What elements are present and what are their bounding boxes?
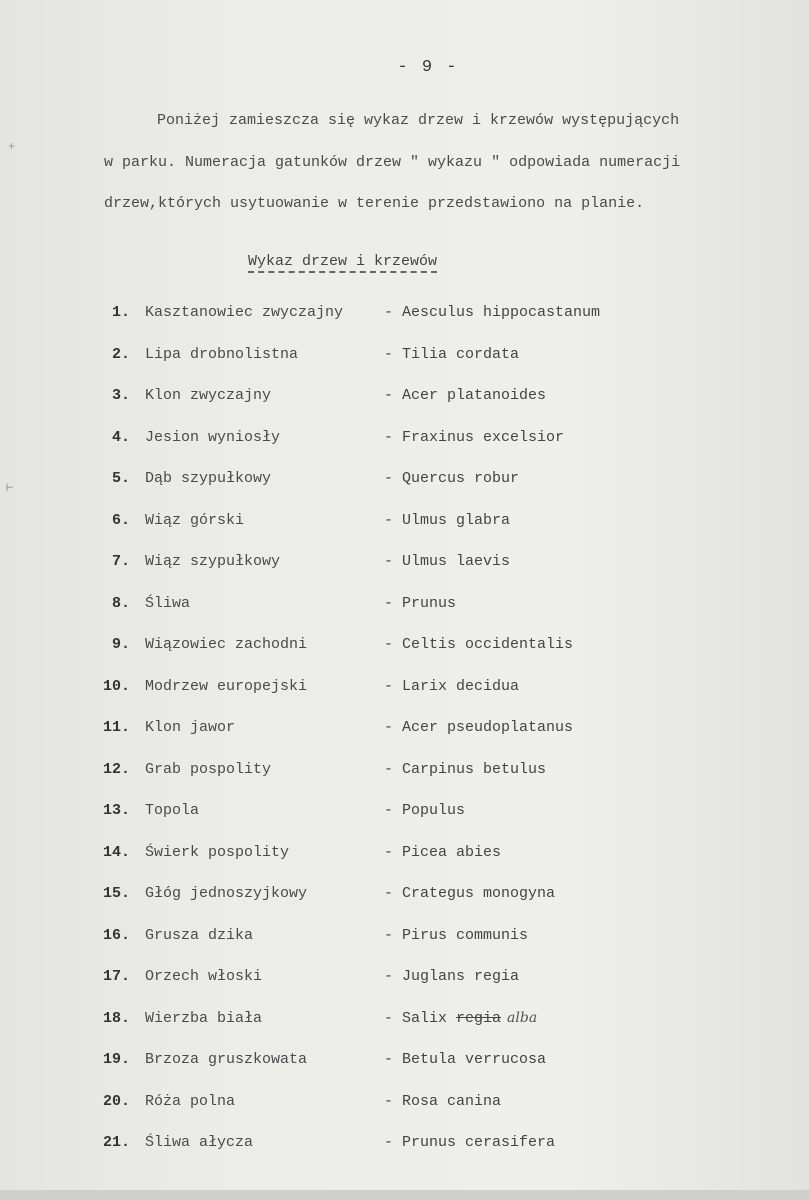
item-number: 17.: [102, 968, 130, 985]
list-item: [0, 927, 809, 951]
latin-name: [384, 1051, 546, 1068]
item-number: 8.: [111, 594, 130, 612]
list-item: [0, 346, 809, 370]
latin-name: [384, 719, 573, 736]
list-item: [0, 761, 809, 785]
polish-name: Orzech włoski: [145, 968, 263, 985]
page-bottom-edge: [0, 1190, 809, 1200]
item-number: 2.: [111, 345, 130, 363]
latin-name-text: - Pirus communis: [384, 926, 529, 944]
latin-name-text: - Picea abies: [384, 843, 502, 861]
list-item: [0, 885, 809, 909]
latin-name-text: - Betula verrucosa: [384, 1051, 547, 1068]
item-number: 9.: [111, 636, 130, 653]
latin-name-text: - Quercus robur: [384, 470, 520, 487]
latin-name-text: - Fraxinus excelsior: [384, 428, 565, 446]
item-number: 1.: [111, 304, 130, 321]
polish-name: Topola: [145, 802, 200, 819]
latin-name: [384, 553, 510, 570]
item-number: 19.: [102, 1051, 130, 1068]
latin-name-text: - Populus: [384, 802, 466, 819]
list-item: [0, 1093, 809, 1117]
item-number: 6.: [111, 511, 130, 529]
item-number: 12.: [102, 760, 130, 778]
latin-name: [384, 1010, 537, 1027]
polish-name: Róża polna: [145, 1092, 236, 1110]
polish-name: Lipa drobnolistna: [145, 345, 299, 363]
item-number: 11.: [102, 719, 130, 736]
latin-name-text: - Carpinus betulus: [384, 760, 547, 778]
latin-name-text: - Celtis occidentalis: [384, 636, 574, 653]
list-item: [0, 968, 809, 992]
item-number: 10.: [102, 677, 130, 695]
struck-text: regia: [456, 1009, 502, 1027]
latin-name: [384, 1093, 501, 1110]
latin-name: [384, 844, 501, 861]
item-number: 16.: [102, 926, 130, 944]
latin-name: [384, 429, 564, 446]
polish-name: Głóg jednoszyjkowy: [145, 885, 308, 902]
polish-name: Wierzba biała: [145, 1009, 263, 1027]
polish-name: Klon jawor: [145, 719, 236, 736]
polish-name: Śliwa ałycza: [145, 1134, 254, 1151]
latin-name: [384, 304, 600, 321]
list-item: [0, 678, 809, 702]
list-heading: Wykaz drzew i krzewów: [248, 253, 437, 273]
polish-name: Klon zwyczajny: [145, 387, 272, 404]
list-item: [0, 719, 809, 743]
latin-name-text: - Ulmus glabra: [384, 511, 511, 529]
latin-name-text: - Salix: [384, 1009, 448, 1027]
list-item: [0, 1134, 809, 1158]
item-number: 3.: [111, 387, 130, 404]
list-item: [0, 636, 809, 660]
list-item: [0, 429, 809, 453]
item-number: 21.: [102, 1134, 130, 1151]
intro-line-2: w parku. Numeracja gatunków drzew " wykazu " odpowiada numeracji: [104, 154, 681, 171]
item-number: 15.: [102, 885, 130, 902]
item-number: 4.: [111, 428, 130, 446]
item-number: 14.: [102, 843, 130, 861]
handwritten-correction: alba: [507, 1009, 538, 1026]
item-number: 7.: [111, 553, 130, 570]
latin-name: [384, 1134, 555, 1151]
page-number: - 9 -: [397, 58, 459, 77]
latin-name: [384, 387, 546, 404]
polish-name: Grusza dzika: [145, 926, 254, 944]
latin-name-text: - Prunus cerasifera: [384, 1134, 556, 1151]
polish-name: Wiąz szypułkowy: [145, 553, 281, 570]
intro-line-3: drzew,których usytuowanie w terenie przedstawiono na planie.: [104, 195, 645, 212]
latin-name-text: - Tilia cordata: [384, 345, 520, 363]
latin-name: [384, 927, 528, 944]
list-item: [0, 802, 809, 826]
item-number: 13.: [102, 802, 130, 819]
latin-name: [384, 678, 519, 695]
latin-name: [384, 761, 546, 778]
latin-name-text: - Crategus monogyna: [384, 885, 556, 902]
latin-name-text: - Acer pseudoplatanus: [384, 719, 574, 736]
latin-name-text: - Aesculus hippocastanum: [384, 304, 601, 321]
latin-name: [384, 470, 519, 487]
polish-name: Grab pospolity: [145, 760, 272, 778]
polish-name: Wiąz górski: [145, 511, 245, 529]
latin-name: [384, 968, 519, 985]
item-number: 5.: [111, 470, 130, 487]
latin-name: [384, 346, 519, 363]
polish-name: Śliwa: [145, 594, 191, 612]
latin-name-text: - Prunus: [384, 594, 457, 612]
polish-name: Brzoza gruszkowata: [145, 1051, 308, 1068]
polish-name: Modrzew europejski: [145, 677, 308, 695]
list-item: [0, 844, 809, 868]
latin-name: [384, 512, 510, 529]
list-item: [0, 595, 809, 619]
polish-name: Kasztanowiec zwyczajny: [145, 304, 344, 321]
latin-name-text: - Ulmus laevis: [384, 553, 511, 570]
list-item: [0, 387, 809, 411]
polish-name: Świerk pospolity: [145, 843, 290, 861]
latin-name-text: - Rosa canina: [384, 1092, 502, 1110]
polish-name: Wiązowiec zachodni: [145, 636, 308, 653]
punch-mark: ⊢: [6, 481, 14, 495]
latin-name-text: - Juglans regia: [384, 968, 520, 985]
list-item: [0, 553, 809, 577]
latin-name: [384, 885, 555, 902]
list-item: [0, 470, 809, 494]
list-item: [0, 1051, 809, 1075]
intro-line-1: Poniżej zamieszcza się wykaz drzew i krzewów występujących: [157, 112, 680, 129]
latin-name-text: - Larix decidua: [384, 677, 520, 695]
punch-mark: +: [8, 140, 16, 154]
latin-name: [384, 802, 465, 819]
latin-name-text: - Acer platanoides: [384, 387, 547, 404]
polish-name: Jesion wyniosły: [145, 428, 281, 446]
list-item: [0, 304, 809, 328]
list-item: [0, 1010, 809, 1034]
latin-name: [384, 636, 573, 653]
latin-name: [384, 595, 456, 612]
item-number: 18.: [102, 1009, 130, 1027]
list-item: [0, 512, 809, 536]
polish-name: Dąb szypułkowy: [145, 470, 272, 487]
item-number: 20.: [102, 1092, 130, 1110]
